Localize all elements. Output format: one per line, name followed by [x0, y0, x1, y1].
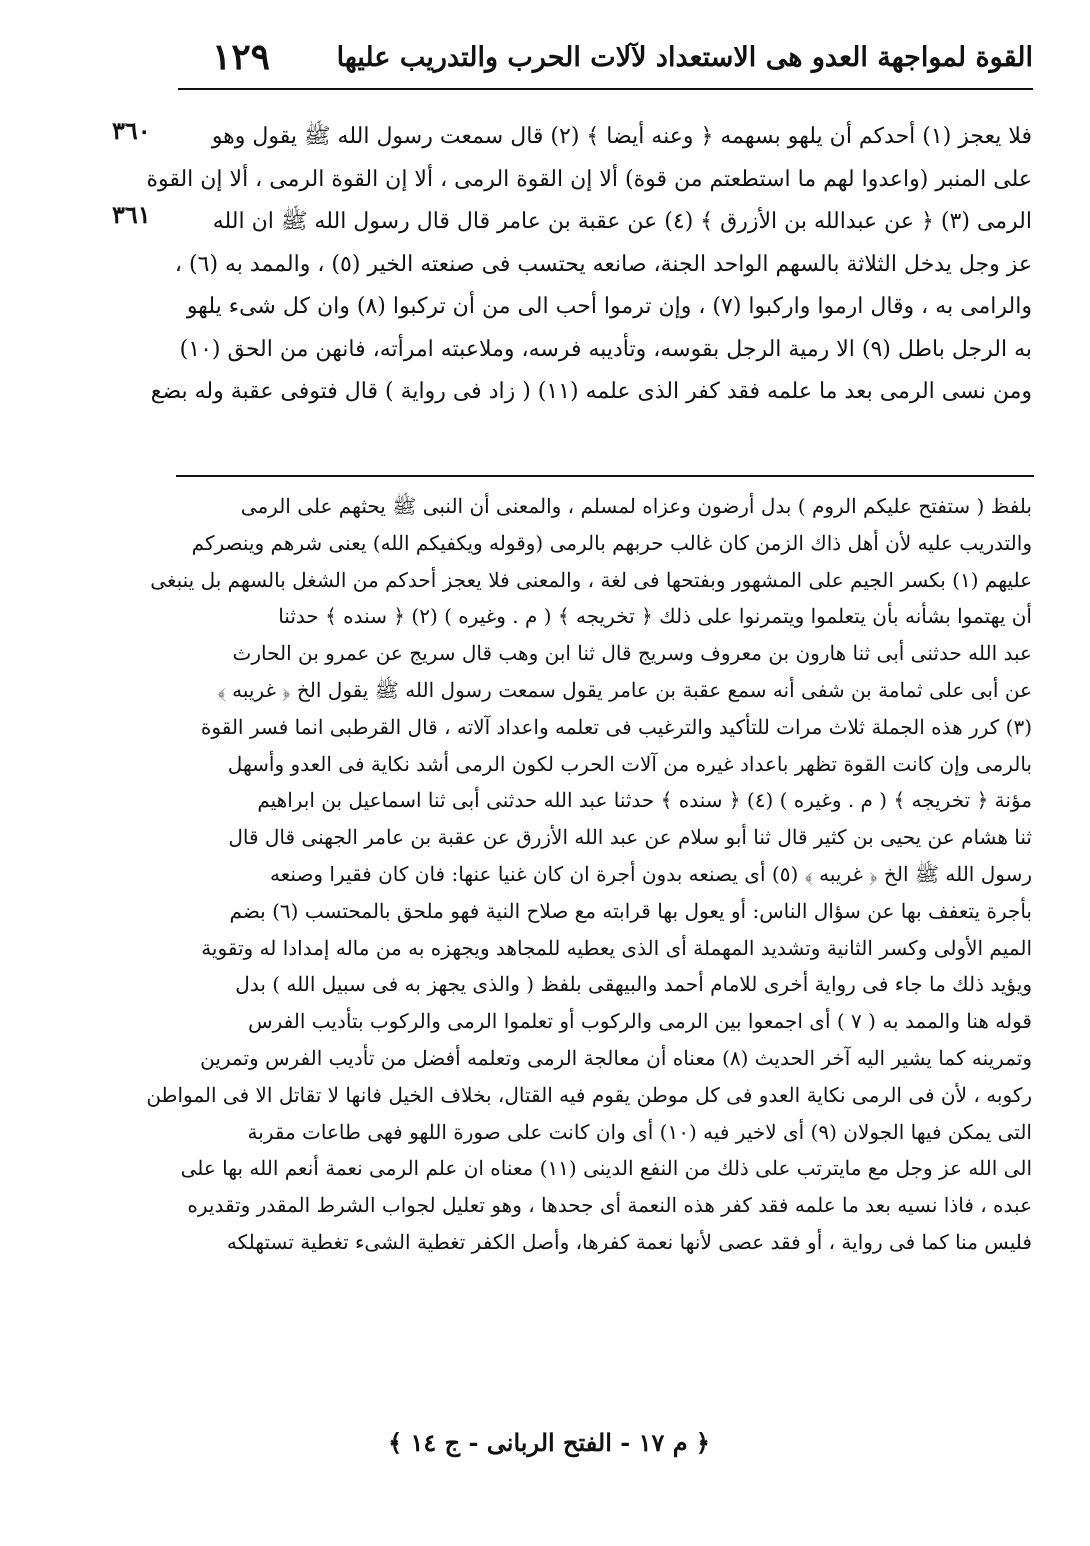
main-text-line: عز وجل يدخل الثلاثة بالسهم الواحد الجنة، صانعه يحتسب فى صنعته الخير (٥) ، والممد به (٦) ،	[174, 251, 1032, 277]
hadith-numbers	[112, 110, 182, 310]
note-line: عبده ، فاذا نسيه بعد ما علمه فقد كفر هذه النعمة أى جحدها ، وهو تعليل لجواب الشرط المقدر وتقديره	[187, 1193, 1032, 1218]
note-line: ثنا هشام عن يحيى بن كثير قال ثنا أبو سلام عن عبد الله الأزرق عن عقبة بن عامر الجهنى قال قال	[228, 825, 1032, 850]
hadith-number: ٣٦١	[112, 200, 151, 229]
note-line: الى الله عز وجل مع مايترتب على ذلك من النفع الدينى (١١) معناه ان علم الرمى نعمة أنعم الله بها على	[180, 1156, 1032, 1181]
note-line: بالرمى وإن كانت القوة تظهر باعداد غيره من آلات الحرب لكون الرمى أشد نكاية فى العدو وأسهل	[227, 751, 1032, 776]
note-line: وتمرينه كما يشير اليه آخر الحديث (٨) معناه أن معالجة الرمى وتعلمه أفضل من تأديب الفرس وتمرين	[200, 1045, 1032, 1070]
note-line: مؤنة ﴿ تخريجه ﴾ ( م . وغيره ) (٤) ﴿ سنده ﴾ حدثنا عبد الله حدثنى أبى ثنا اسماعيل بن ابراهيم	[257, 788, 1032, 813]
note-line: بلفظ ( ستفتح عليكم الروم ) بدل أرضون وعزاه لمسلم ، والمعنى أن النبى ﷺ يحثهم على الرمى	[240, 494, 1032, 518]
footnote-separator	[176, 475, 1034, 477]
main-text-line: على المنبر (واعدوا لهم ما استطعتم من قوة) ألا إن القوة الرمى ، ألا إن القوة الرمى ، ألا إن القوة	[146, 166, 1032, 192]
note-line: قوله هنا والممد به ( ٧ ) أى اجمعوا بين الرمى والركوب أو تعلموا الرمى والركوب بتأديب الفرس	[248, 1009, 1032, 1034]
note-line: فليس منا كما فى رواية ، أو فقد عصى لأنها نعمة كفرها، وأصل الكفر تغطية الشىء تغطية تستهلكه	[226, 1229, 1032, 1254]
note-line: (٣) كرر هذه الجملة ثلاث مرات للتأكيد والترغيب فى تعلمه واعداد آلاته ، قال القرطبى انما فسر القوة	[200, 714, 1032, 739]
note-line: ويؤيد ذلك ما جاء فى رواية أخرى للامام أحمد والبيهقى بلفظ ( والذى يجهز به فى سبيل الله ) بدل	[235, 972, 1032, 997]
running-title: القوة لمواجهة العدو هى الاستعداد لآلات الحرب والتدريب عليها	[336, 42, 1033, 73]
main-text-line: فلا يعجز (١) أحدكم أن يلهو بسهمه ﴿ وعنه أيضا ﴾ (٢) قال سمعت رسول الله ﷺ يقول وهو	[211, 124, 1032, 149]
note-line: عليهم (١) بكسر الجيم على المشهور وبفتحها فى لغة ، والمعنى فلا يعجز أحدكم من الشغل بالسهم بل ينبغى	[150, 567, 1032, 592]
main-hadith-text	[146, 116, 1032, 414]
commentary-notes	[146, 488, 1032, 1261]
header-rule	[178, 88, 1033, 90]
hadith-number: ٣٦٠	[112, 116, 151, 145]
running-head	[178, 30, 1033, 88]
note-line: عن أبى على ثمامة بن شفى أنه سمع عقبة بن عامر يقول سمعت رسول الله ﷺ يقول الخ ﴿ غريبه ﴾	[217, 677, 1032, 702]
note-line: أن يهتموا بشأنه بأن يتعلموا ويتمرنوا على ذلك ﴿ تخريجه ﴾ ( م . وغيره ) (٢) ﴿ سنده ﴾ حدثنا	[278, 604, 1032, 629]
main-text-line: ومن نسى الرمى بعد ما علمه فقد كفر الذى علمه (١١) ( زاد فى رواية ) قال فتوفى عقبة وله بضع	[150, 379, 1032, 404]
note-line: والتدريب عليه لأن أهل ذاك الزمن كان غالب حربهم بالرمى (وقوله ويكفيكم الله) يعنى شرهم وينصركم	[191, 530, 1032, 555]
note-line: عبد الله حدثنى أبى ثنا هارون بن معروف وسريج قال ثنا ابن وهب قال سريج عن عمرو بن الحارث	[232, 641, 1032, 666]
signature-mark: ﴿ م ١٧ - الفتح الربانى - ج ١٤ ﴾	[388, 1428, 710, 1457]
note-line: التى يمكن فيها الجولان (٩) أى لاخير فيه (١٠) أى وان كانت على صورة اللهو فهى طاعات مقربة	[247, 1119, 1032, 1144]
note-line: الميم الأولى وكسر الثانية وتشديد المهملة أى الذى يعطيه للمجاهد ويجهزه به من ماله إمدادا له وتقوية	[201, 935, 1032, 960]
note-line: رسول الله ﷺ الخ ﴿ غريبه ﴾ (٥) أى يصنعه بدون أجرة ان كان غنيا عنها: فان كان فقيرا وصنعه	[270, 861, 1032, 886]
note-line: ركوبه ، لأن فى الرمى نكاية العدو فى كل موطن يقوم فيه القتال، بخلاف الخيل فانها لا تقاتل الا فى المواطن	[146, 1082, 1032, 1107]
note-line: بأجرة يتعفف بها عن سؤال الناس: أو يعول بها قرابته مع صلاح النية فهو ملحق بالمحتسب (٦) بضم	[229, 898, 1032, 923]
main-text-line: والرامى به ، وقال ارموا واركبوا (٧) ، وإن ترموا أحب الى من أن تركبوا (٨) وان كل شىء يلهو	[186, 294, 1032, 319]
main-text-line: الرمى (٣) ﴿ عن عبدالله بن الأزرق ﴾ (٤) عن عقبة بن عامر قال قال رسول الله ﷺ ان الله	[212, 209, 1032, 234]
main-text-line: به الرجل باطل (٩) الا رمية الرجل بقوسه، وتأديبه فرسه، وملاعبته امرأته، فانهن من الحق (١٠)	[179, 336, 1032, 362]
page-number: ١٢٩	[212, 36, 271, 78]
